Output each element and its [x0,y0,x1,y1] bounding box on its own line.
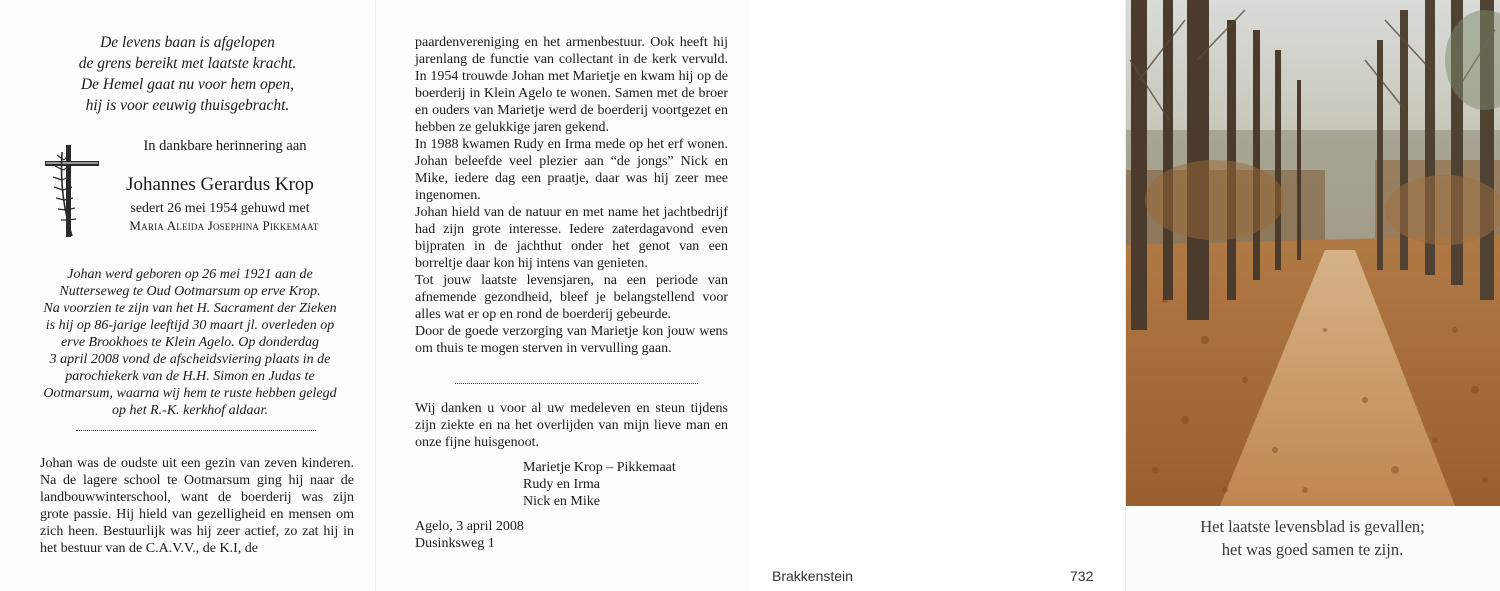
life-story-part1: Johan was de oudste uit een gezin van zeven kinderen. Na de lagere school te Ootmarsum ging hij naar de landbouwwinterschool, want de boerderij was zijn grote passie. Hij hield van gezelligheid en mensen om zich heen. Bestuurlijk was hij zeer actief, zo zat hij in het bestuur van de C.A.V.V., de K.I, de [40,456,354,556]
bio-line: Na voorzien te zijn van het H. Sacrament der Zieken [43,301,337,316]
spouse-name: Maria Aleida Josephina Pikkemaat [129,218,319,233]
cross-with-palm-icon [42,140,102,240]
card-page-front [0,0,375,591]
place-date: Agelo, 3 april 2008 [415,519,524,534]
poem [40,32,335,116]
signature-line: Rudy en Irma [523,477,600,492]
bio-line: is hij op 86-jarige leeftijd 30 maart jl. overleden op [45,318,335,333]
marriage-line: sedert 26 mei 1954 gehuwd met [130,201,310,216]
poem-line: De levens baan is afgelopen [100,34,275,51]
dotted-divider [455,383,698,384]
photo-caption [1125,515,1500,561]
card-page-photo [1125,0,1500,591]
fold-line [1125,0,1126,591]
address: Dusinksweg 1 [415,536,495,551]
archive-label: Brakkenstein [772,568,853,584]
dotted-divider [76,430,316,431]
signature-line: Nick en Mike [523,494,600,509]
card-page-inner [375,0,750,591]
life-story-part2 [415,34,728,357]
story-paragraph: In 1988 kwamen Rudy en Irma mede op het erf wonen. Johan beleefde veel plezier aan “de jongs” Nick en Mike, iedere dag een praatje, daar was hij zeer mee ingenomen. [415,137,728,203]
caption-line: Het laatste levensblad is gevallen; [1200,517,1425,536]
bio-line: op het R.-K. kerkhof aldaar. [112,403,268,418]
bio-line: Johan werd geboren op 26 mei 1921 aan de [67,267,313,282]
story-paragraph: Johan hield van de natuur en met name het jachtbedrijf had zijn grote interesse. Iedere zaterdagavond even bijpraten in de jachthut onder het genot van een borreltje daar kon hij intens van genieten. [415,205,728,271]
signature-line: Marietje Krop – Pikkemaat [523,460,676,475]
poem-line: hij is voor eeuwig thuisgebracht. [85,97,290,114]
caption-line: het was goed samen te zijn. [1221,540,1404,559]
bio-line: Nutterseweg te Oud Ootmarsum op erve Krop. [59,284,321,299]
poem-line: de grens bereikt met laatste kracht. [78,55,297,72]
poem-line: De Hemel gaat nu voor hem open, [80,76,295,93]
story-paragraph: paardenvereniging en het armenbestuur. Ook heeft hij jarenlang de functie van collectant in de kerk vervuld. In 1954 trouwde Johan met Marietje en kwam hij op de boerderij in Klein Agelo te wonen. Samen met de broer en ouders van Marietje werd de boerderij voortgezet en hebben ze gelukkige jaren gekend. [415,35,728,135]
autumn-forest-path-image [1125,0,1500,506]
bio-line: parochiekerk van de H.H. Simon en Judas te [65,369,315,384]
place-and-address [415,518,524,552]
story-paragraph: Tot jouw laatste levensjaren, na een periode van afnemende gezondheid, bleef je belangstellend voor alles wat er op en rond de boerderij gebeurde. [415,273,728,322]
bio-line: erve Brookhoes te Klein Agelo. Op donderdag [60,335,320,350]
remembrance-intro: In dankbare herinnering aan [143,138,307,154]
page-number: 732 [1070,568,1094,584]
card-page-blank [750,0,1125,591]
bio-line: Ootmarsum, waarna wij hem te ruste hebben gelegd [43,386,337,401]
deceased-name: Johannes Gerardus Krop [126,174,314,195]
thanks-message: Wij danken u voor al uw medeleven en steun tijdens zijn ziekte en na het overlijden van mijn lieve man en onze fijne huisgenoot. [415,401,728,450]
signatures [523,459,676,510]
fold-line [375,0,376,591]
biography-italic [40,266,340,419]
story-paragraph: Door de goede verzorging van Marietje kon jouw wens om thuis te mogen sterven in vervulling gaan. [415,324,728,356]
bio-line: 3 april 2008 vond de afscheidsviering plaats in de [49,352,331,367]
